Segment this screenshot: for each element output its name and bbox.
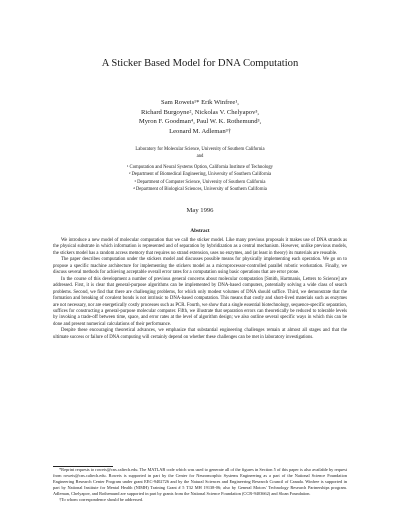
abstract-paragraph: In the course of this development a number of previous general concerns about molecular computation [Smith, Hartmanis, Letters to Science] are addressed. First, it is clear that general-purpose algorithms can be implemented by DNA-based computers, potentially solving a wide class of search problems. Second, we find that there are challenging problems, for which only modest volumes of DNA should suffice. Third, we demonstrate that the formation and breaking of covalent bonds is not intrinsic to DNA-based computation. This means that costly and short-lived materials such as enzymes are not necessary, nor are energetically costly processes such as PCR. Fourth, we show that a single essential biotechnology, sequence-specific separation, suffices for constructing a general-purpose molecular computer. Fifth, we illustrate that separation errors can theoretically be reduced to tolerable levels by invoking a trade-off between time, space, and error rates at the level of algorithm design; we also outline several specific ways in which this can be done and present numerical calculations of their performance. (53, 276, 347, 327)
author-list (0, 98, 400, 136)
author-line: Richard Burgoyne², Nickolas V. Chelyapov³, (140, 108, 260, 116)
author-line: Myron F. Goodman⁴, Paul W. K. Rothemund³, (138, 118, 262, 126)
affiliation-list (0, 146, 400, 193)
paper-title: A Sticker Based Model for DNA Computation (101, 58, 299, 69)
footnote: *Reprint requests to roweis@cns.caltech.edu. The MATLAB code which was used to generate all of the figures in Section 5 of this paper is also available by request from roweis@cns.caltech.edu. Roweis is supported in part by the Center for Neuromorphic Systems Engineering as a part of the National Science Foundation Engineering Research Center Program under grant EEC-9402726 and by the Natural Sciences and Engineering Research Council of Canada. Winfree is supported in part by National Institute for Mental Health (NIMH) Training Grant # 5 T32 MH 19138-06; also by General Motors' Technology Research Partnerships program. Adleman, Chelyapov, and Rothemund are supported in part by grants from the National Science Foundation (CCR-9403662) and Sloan Foundation. (53, 467, 347, 497)
affiliation-line: and (196, 154, 204, 160)
affiliation-line: ² Department of Biomedical Engineering, University of Southern California (128, 172, 272, 178)
footnotes (53, 467, 347, 504)
affiliation-line: ¹ Computation and Neural Systems Option, California Institute of Technology (126, 164, 274, 170)
abstract-body (53, 238, 347, 341)
author-line: Leonard M. Adleman³† (169, 127, 231, 135)
publication-date: May 1996 (186, 207, 214, 214)
abstract-paragraph: Despite these encouraging theoretical advances, we emphasize that substantial engineering challenges remain at almost all stages and that the ultimate success or failure of DNA computing will certainly depend on whether these challenges can be met in laboratory investigations. (53, 328, 347, 340)
abstract-heading: Abstract (190, 228, 210, 234)
affiliation-line: Laboratory for Molecular Science, University of Southern California (135, 147, 265, 152)
abstract-paragraph: The paper describes computation under the stickers model and discusses possible means for physically implementing each operation. We go on to propose a specific machine architecture for implementing the stickers model as a microprocessor-controlled parallel robotic workstation. Finally, we discuss several methods for achieving acceptable overall error rates for a computation using basic operations that are error prone. (53, 257, 347, 276)
author-line: Sam Roweis¹* Erik Winfree¹, (161, 99, 239, 106)
affiliation-line: ³ Department of Computer Science, University of Southern California (134, 179, 266, 185)
abstract-paragraph: We introduce a new model of molecular computation that we call the sticker model. Like many previous proposals it makes use of DNA strands as the physical substrate in which information is represented and of separation by hybridization as a central mechanism. However, unlike previous models, the stickers model has a random access memory that requires no strand extension, uses no enzymes, and (at least in theory) its materials are reusable. (53, 238, 347, 256)
footnote: †To whom correspondence should be addressed. (59, 497, 144, 503)
affiliation-line: ⁴ Department of Biological Sciences, University of Southern California (133, 187, 267, 193)
